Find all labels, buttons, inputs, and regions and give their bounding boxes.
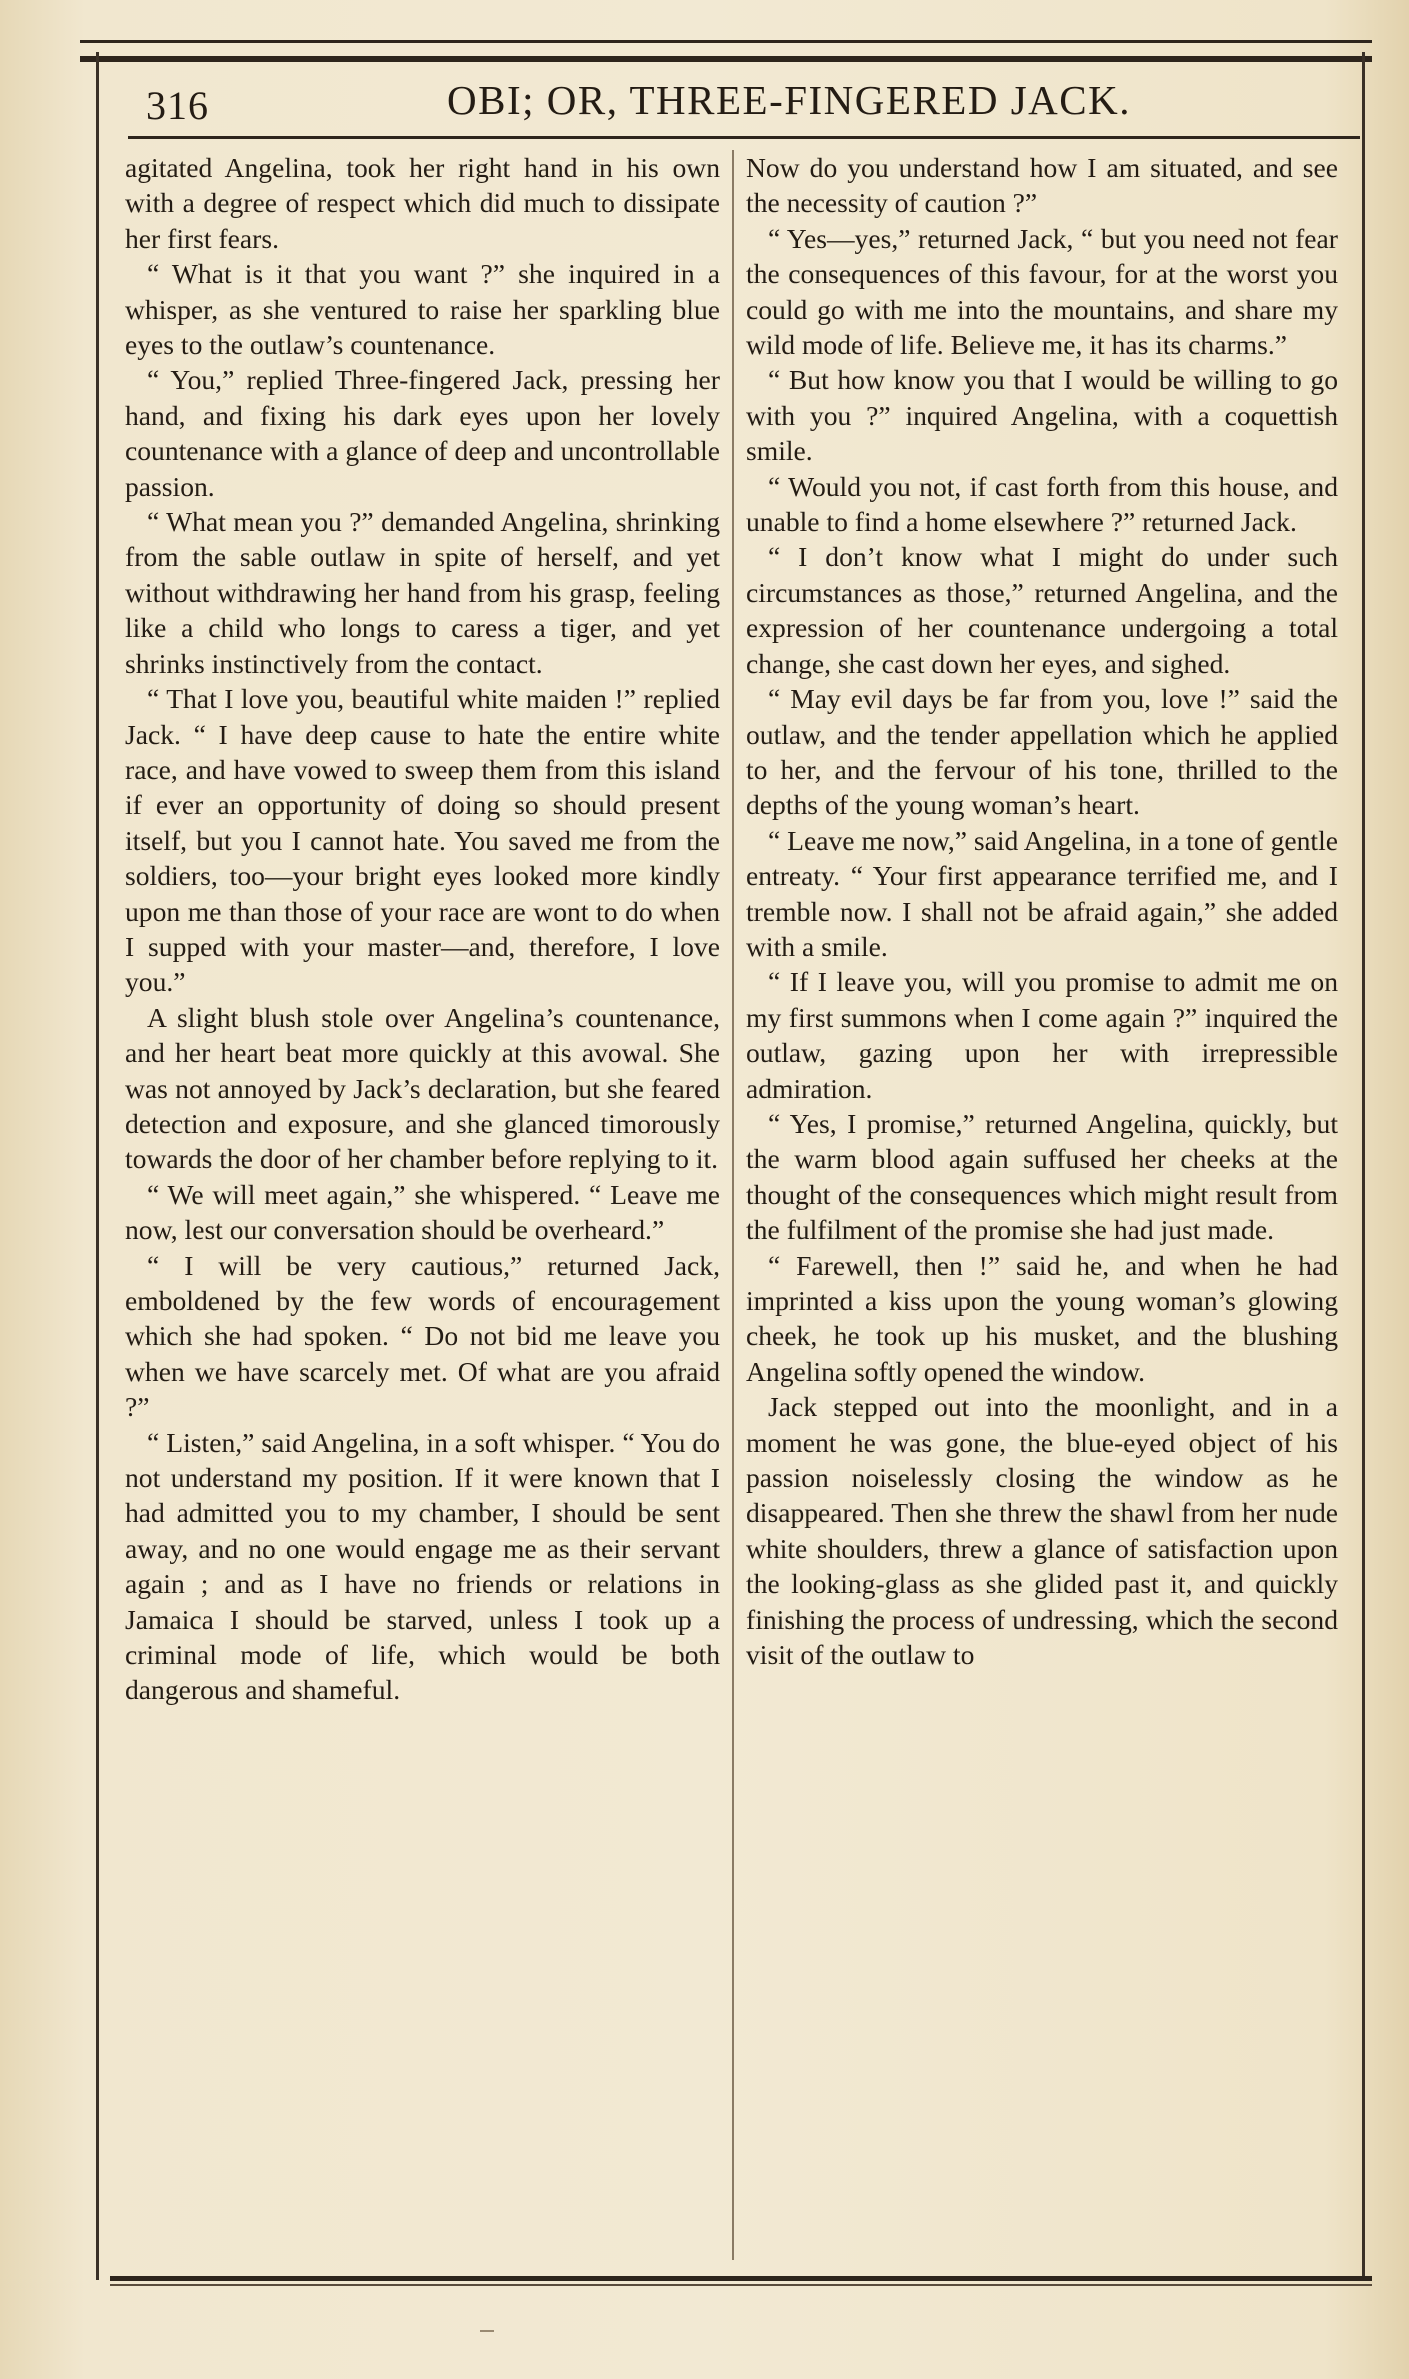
paragraph: “ I don’t know what I might do under such circumstances as those,” returned Angelina, and the expression of her countenance undergoing a total change, she cast down her eyes, and sighed.: [746, 541, 1338, 679]
paragraph: “ You,” replied Three-fingered Jack, pressing her hand, and fixing his dark eyes upon her lovely countenance with a glance of deep and uncontrollable passion.: [125, 364, 720, 502]
left-border-line: [96, 52, 99, 2280]
paragraph: “ But how know you that I would be willing to go with you ?” inquired Angelina, with a coquettish smile.: [746, 364, 1338, 467]
right-column: [746, 150, 1338, 1672]
paragraph: “ If I leave you, will you promise to admit me on my first summons when I come again ?” inquired the outlaw, gazing upon her with irrepressible admiration.: [746, 966, 1338, 1104]
paragraph: A slight blush stole over Angelina’s countenance, and her heart beat more quickly at this avowal. She was not annoyed by Jack’s declaration, but she feared detection and exposure, and she glanced timorously towards the door of her chamber before replying to it.: [125, 1001, 720, 1175]
left-column: [125, 150, 720, 1708]
paragraph: “ Yes, I promise,” returned Angelina, quickly, but the warm blood again suffused her cheeks at the thought of the consequences which might result from the fulfilment of the promise she had just made.: [746, 1107, 1338, 1246]
footer-rule-thin: [110, 2284, 1372, 2286]
paragraph: “ Would you not, if cast forth from this house, and unable to find a home elsewhere ?” returned Jack.: [746, 470, 1338, 538]
paragraph: “ That I love you, beautiful white maiden !” replied Jack. “ I have deep cause to hate the entire white race, and have vowed to sweep them from this island if ever an opportunity of doing so should present itself, but you I cannot hate. You saved me from the soldiers, too—your bright eyes looked more kindly upon me than those of your race are wont to do when I supped with your master—and, therefore, I love you.”: [125, 683, 720, 998]
top-double-rule: [80, 56, 1372, 62]
column-divider: [732, 150, 734, 2260]
paragraph: “ May evil days be far from you, love !” said the outlaw, and the tender appellation which he applied to her, and the fervour of his tone, thrilled to the depths of the young woman’s heart.: [746, 683, 1338, 821]
header-rule: [128, 136, 1360, 139]
paragraph: “ Yes—yes,” returned Jack, “ but you need not fear the consequences of this favour, for at the worst you could go with me into the mountains, and share my wild mode of life. Believe me, it has its charms.”: [746, 222, 1338, 361]
paragraph: “ Listen,” said Angelina, in a soft whisper. “ You do not understand my position. If it were known that I had admitted you to my chamber, I should be sent away, and no one would engage me as their servant again ; and as I have no friends or relations in Jamaica I should be starved, unless I took up a criminal mode of life, which would be both dangerous and shameful.: [125, 1426, 720, 1706]
footer-mark: [480, 2330, 494, 2332]
paragraph: agitated Angelina, took her right hand in his own with a degree of respect which did much to dissipate her first fears.: [125, 152, 720, 254]
paragraph: “ Farewell, then !” said he, and when he had imprinted a kiss upon the young woman’s glowing cheek, he took up his musket, and the blushing Angelina softly opened the window.: [746, 1249, 1338, 1387]
right-border-line: [1362, 52, 1365, 2280]
footer-rule: [110, 2276, 1372, 2281]
paragraph: “ What is it that you want ?” she inquired in a whisper, as she ventured to raise her sparkling blue eyes to the outlaw’s countenance.: [125, 258, 720, 361]
page-header: [128, 68, 1360, 134]
paragraph: “ I will be very cautious,” returned Jack, emboldened by the few words of encouragement which she had spoken. “ Do not bid me leave you when we have scarcely met. Of what are you afraid ?”: [125, 1249, 720, 1423]
paragraph: Jack stepped out into the moonlight, and in a moment he was gone, the blue-eyed object of his passion noiselessly closing the window as he disappeared. Then she threw the shawl from her nude white shoulders, threw a glance of satisfaction upon the looking-glass as she glided past it, and quickly finishing the process of undressing, which the second visit of the outlaw to: [746, 1391, 1338, 1671]
paragraph: Now do you understand how I am situated, and see the necessity of caution ?”: [746, 152, 1338, 219]
top-rule: [80, 40, 1372, 43]
paragraph: “ What mean you ?” demanded Angelina, shrinking from the sable outlaw in spite of herself, and yet without withdrawing her hand from his grasp, feeling like a child who longs to caress a tiger, and yet shrinks instinctively from the contact.: [125, 506, 720, 679]
paragraph: “ Leave me now,” said Angelina, in a tone of gentle entreaty. “ Your first appearance terrified me, and I tremble now. I shall not be afraid again,” she added with a smile.: [746, 824, 1338, 962]
paragraph: “ We will meet again,” she whispered. “ Leave me now, lest our conversation should be overheard.”: [125, 1178, 720, 1246]
page-number: 316: [146, 83, 209, 128]
running-title: OBI; OR, THREE-FINGERED JACK.: [447, 77, 1131, 123]
